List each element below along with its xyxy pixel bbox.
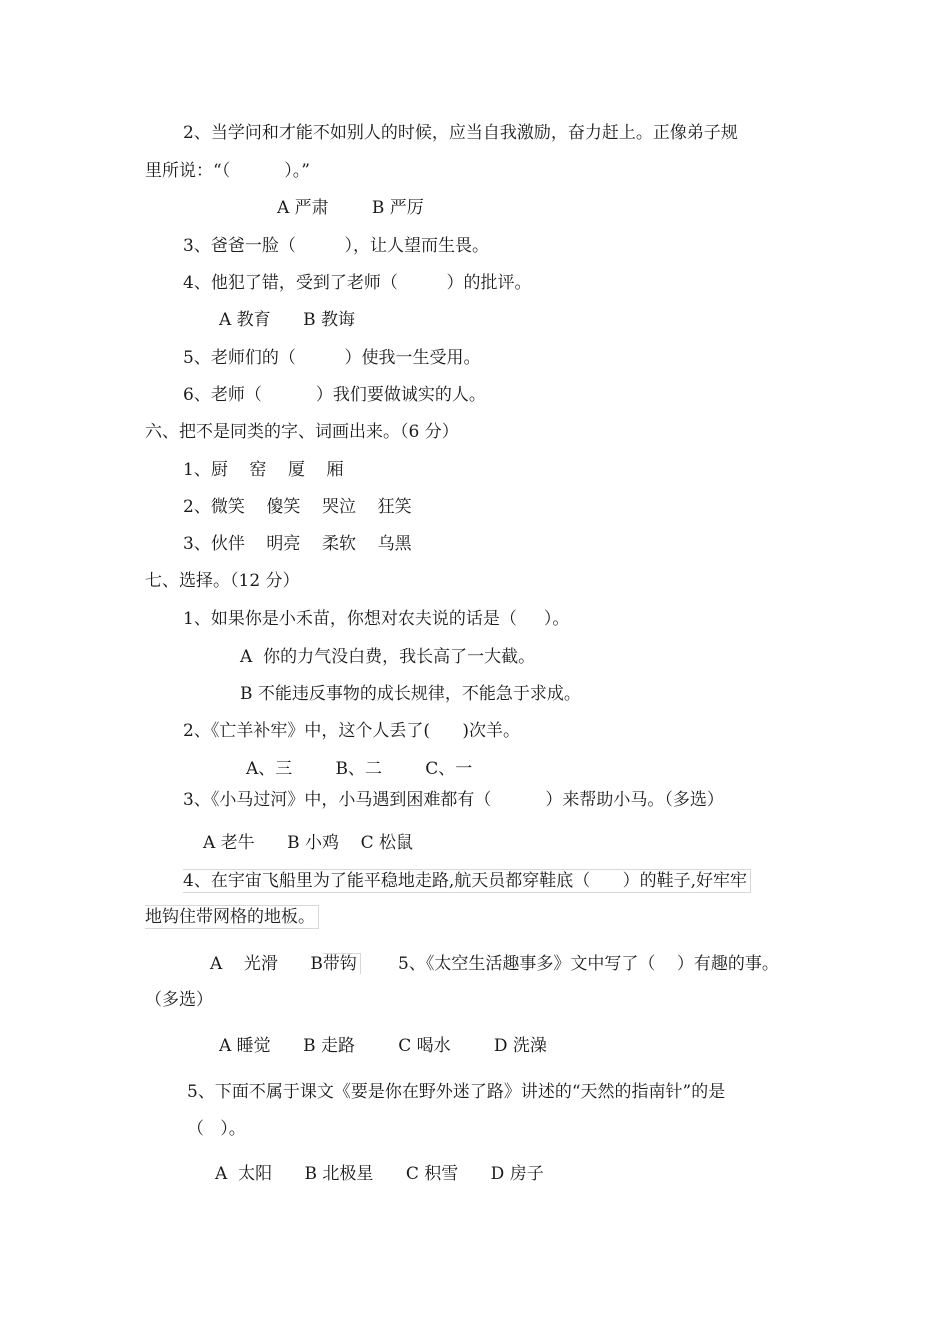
q7-5-multi-note: （多选） [145,990,213,1010]
q7-4-line1-text: 4、在宇宙飞船里为了能平稳地走路,航天员都穿鞋底（ ）的鞋子,好牢牢 [183,869,751,893]
section-6-heading: 六、把不是同类的字、词画出来。（6 分） [145,422,459,442]
q6-1: 1、厨 窑 厦 厢 [183,460,344,480]
q5-2-line2: 里所说：“（ ）。” [145,161,310,181]
q5-2-options: A 严肃 B 严厉 [277,198,424,218]
q7-4-options-text: A 光滑 B [210,954,323,974]
q5-6: 6、老师（ ）我们要做诚实的人。 [183,385,486,405]
q7-4-option-b-text: 带钩 [323,953,361,974]
q7-5-options: A 睡觉 B 走路 C 喝水 D 洗澡 [219,1036,547,1056]
q7-4-line2-text: 地钩住带网格的地板。 [145,905,319,929]
q7-1-option-b: B 不能违反事物的成长规律，不能急于求成。 [240,684,581,704]
q7-1-option-a: A 你的力气没白费，我长高了一大截。 [240,647,536,667]
q7-2: 2、《亡羊补牢》中，这个人丢了( )次羊。 [183,721,521,741]
q7-6-options: A 太阳 B 北极星 C 积雪 D 房子 [215,1164,544,1184]
q6-3: 3、伙伴 明亮 柔软 乌黑 [183,534,412,554]
q5-3: 3、爸爸一脸（ ），让人望而生畏。 [183,236,489,256]
q7-3-options: A 老牛 B 小鸡 C 松鼠 [203,833,414,853]
q7-4-options [210,952,361,976]
q6-2: 2、微笑 傻笑 哭泣 狂笑 [183,497,412,517]
q5-4: 4、他犯了错，受到了老师（ ）的批评。 [183,273,532,293]
q7-4-line2 [145,905,319,929]
section-7-heading: 七、选择。（12 分） [145,571,300,591]
q7-6-line1: 5、下面不属于课文《要是你在野外迷了路》讲述的“天然的指南针”的是 [187,1082,726,1102]
q5-4-options: A 教育 B 教诲 [219,310,355,330]
q7-1: 1、如果你是小禾苗，你想对农夫说的话是（ ）。 [183,609,570,629]
q5-5: 5、老师们的（ ）使我一生受用。 [183,348,481,368]
q5-2-line1: 2、当学问和才能不如别人的时候，应当自我激励，奋力赶上。正像弟子规 [183,123,738,143]
q7-6-line2: （ ）。 [187,1119,246,1139]
q7-2-options: A、三 B、二 C、一 [246,759,473,779]
q7-3: 3、《小马过河》中，小马遇到困难都有（ ）来帮助小马。（多选） [183,790,724,810]
q7-5: 5、《太空生活趣事多》文中写了（ ）有趣的事。 [398,954,779,974]
q7-4-line1 [183,869,751,893]
